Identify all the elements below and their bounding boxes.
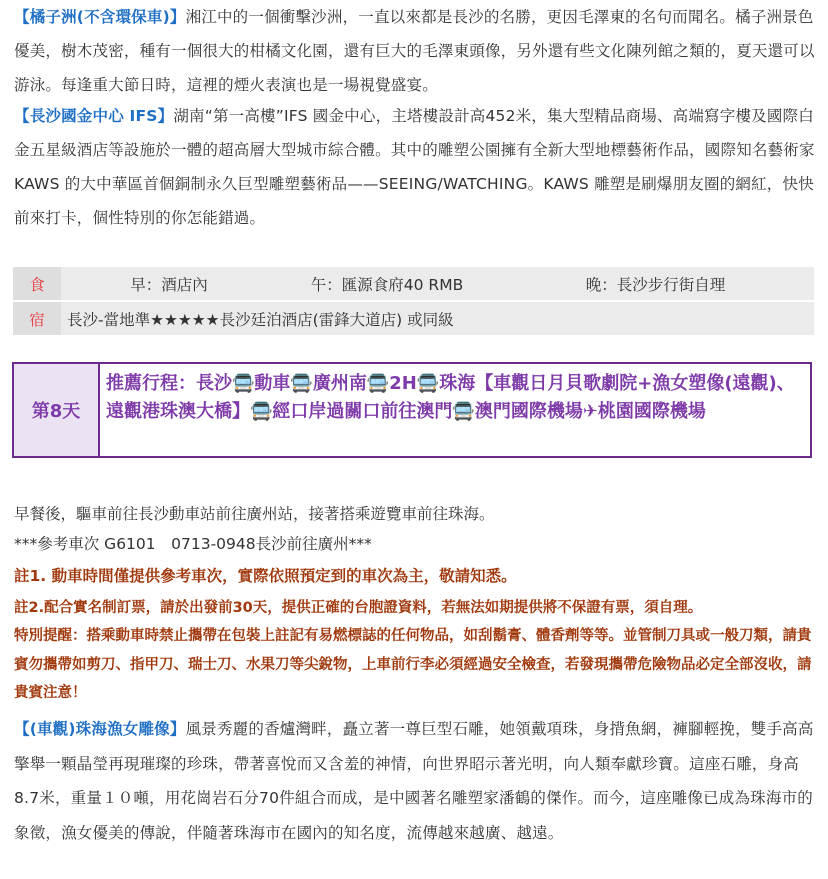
breakfast-transfer-text: 早餐後，驅車前往長沙動車站前往廣州站，接著搭乘遊覽車前往珠海。 (14, 505, 495, 523)
day-label: 第8天 (14, 364, 100, 456)
breakfast-cell: 早：酒店內 (61, 267, 277, 301)
fisher-girl-paragraph (14, 712, 818, 850)
day-route: 推薦行程：長沙🚍動車🚍廣州南🚍2H🚍珠海【車觀日月貝歌劇院+漁女塑像(遠觀)、遠觀港珠澳大橋】🚍經口岸過關口前往澳門🚍澳門國際機場✈桃園國際機場 (106, 373, 795, 422)
food-icon: 食 (13, 267, 61, 301)
note-2: 註2.配合實名制訂票，請於出發前30天，提供正確的台胞證資料，若無法如期提供將不保證有票，須自理。 (14, 600, 703, 616)
dinner-cell: 晚：長沙步行街自理 (497, 267, 814, 301)
fisher-girl-text: 風景秀麗的香爐灣畔，矗立著一尊巨型石雕，她領戴項珠，身揹魚網，褲腳輕挽，雙手高高擎舉一顆晶瑩再現璀璨的珍珠，帶著喜悅而又含羞的神情，向世界昭示著光明，向人類奉獻珍寶。這座石雕，身高8.7米，重量１０噸，用花崗岩石分70件組合而成，是中國著名雕塑家潘鶴的傑作。而今，這座雕像已成為珠海市的象徵，漁女優美的傳說，伴隨著珠海市在國內的知名度，流傳越來越廣、越遠。 (14, 720, 814, 842)
orange-isle-title: 【橘子洲(不含環保車)】 (14, 8, 186, 26)
reference-train-text: ***參考車次 G6101 0713-0948長沙前往廣州*** (14, 535, 372, 553)
ifs-title: 【長沙國金中心 IFS】 (14, 107, 174, 125)
ifs-text: 湖南“第一高樓”IFS 國金中心，主塔樓設計高452米，集大型精品商場、高端寫字樓及國際白金五星級酒店等設施於一體的超高層大型城市綜合體。其中的雕塑公園擁有全新大型地標藝術作品，國際知名藝術家 KAWS 的大中華區首個銅制永久巨型雕塑藝術品——SEEING/WATCHING。KAWS 雕塑是刷爆朋友圈的網紅，快快前來打卡，個性特別的你怎能錯過。 (14, 107, 815, 227)
stay-icon: 宿 (13, 301, 61, 335)
hotel-cell: 長沙-當地準★★★★★長沙廷泊酒店(雷鋒大道店) 或同級 (61, 301, 814, 335)
lunch-cell: 午：匯源食府40 RMB (277, 267, 497, 301)
meals-table (13, 267, 814, 335)
orange-isle-text: 湘江中的一個衝擊沙洲，一直以來都是長沙的名勝，更因毛澤東的名句而聞名。橘子洲景色優美，樹木茂密，種有一個很大的柑橘文化園，還有巨大的毛澤東頭像，另外還有些文化陳列館之類的，夏天還可以游泳。每逢重大節日時，這裡的煙火表演也是一場視覺盛宴。 (14, 8, 815, 94)
meals-row (13, 267, 814, 301)
note-1: 註1. 動車時間僅提供參考車次，實際依照預定到的車次為主，敬請知悉。 (14, 567, 517, 585)
orange-isle-paragraph (14, 0, 818, 102)
special-reminder: 特別提醒：搭乘動車時禁止攜帶在包裝上註記有易燃標誌的任何物品，如刮鬍膏、體香劑等等。並管制刀具或一般刀類，請貴賓勿攜帶如剪刀、指甲刀、瑞士刀、水果刀等尖銳物，上車前行李必須經過安全檢查，若發現攜帶危險物品必定全部沒收，請貴賓注意！ (14, 628, 812, 701)
day-8-itinerary-box (12, 362, 812, 458)
fisher-girl-title: 【(車觀)珠海漁女雕像】 (14, 720, 186, 738)
ifs-paragraph (14, 99, 818, 235)
stay-row (13, 301, 814, 335)
